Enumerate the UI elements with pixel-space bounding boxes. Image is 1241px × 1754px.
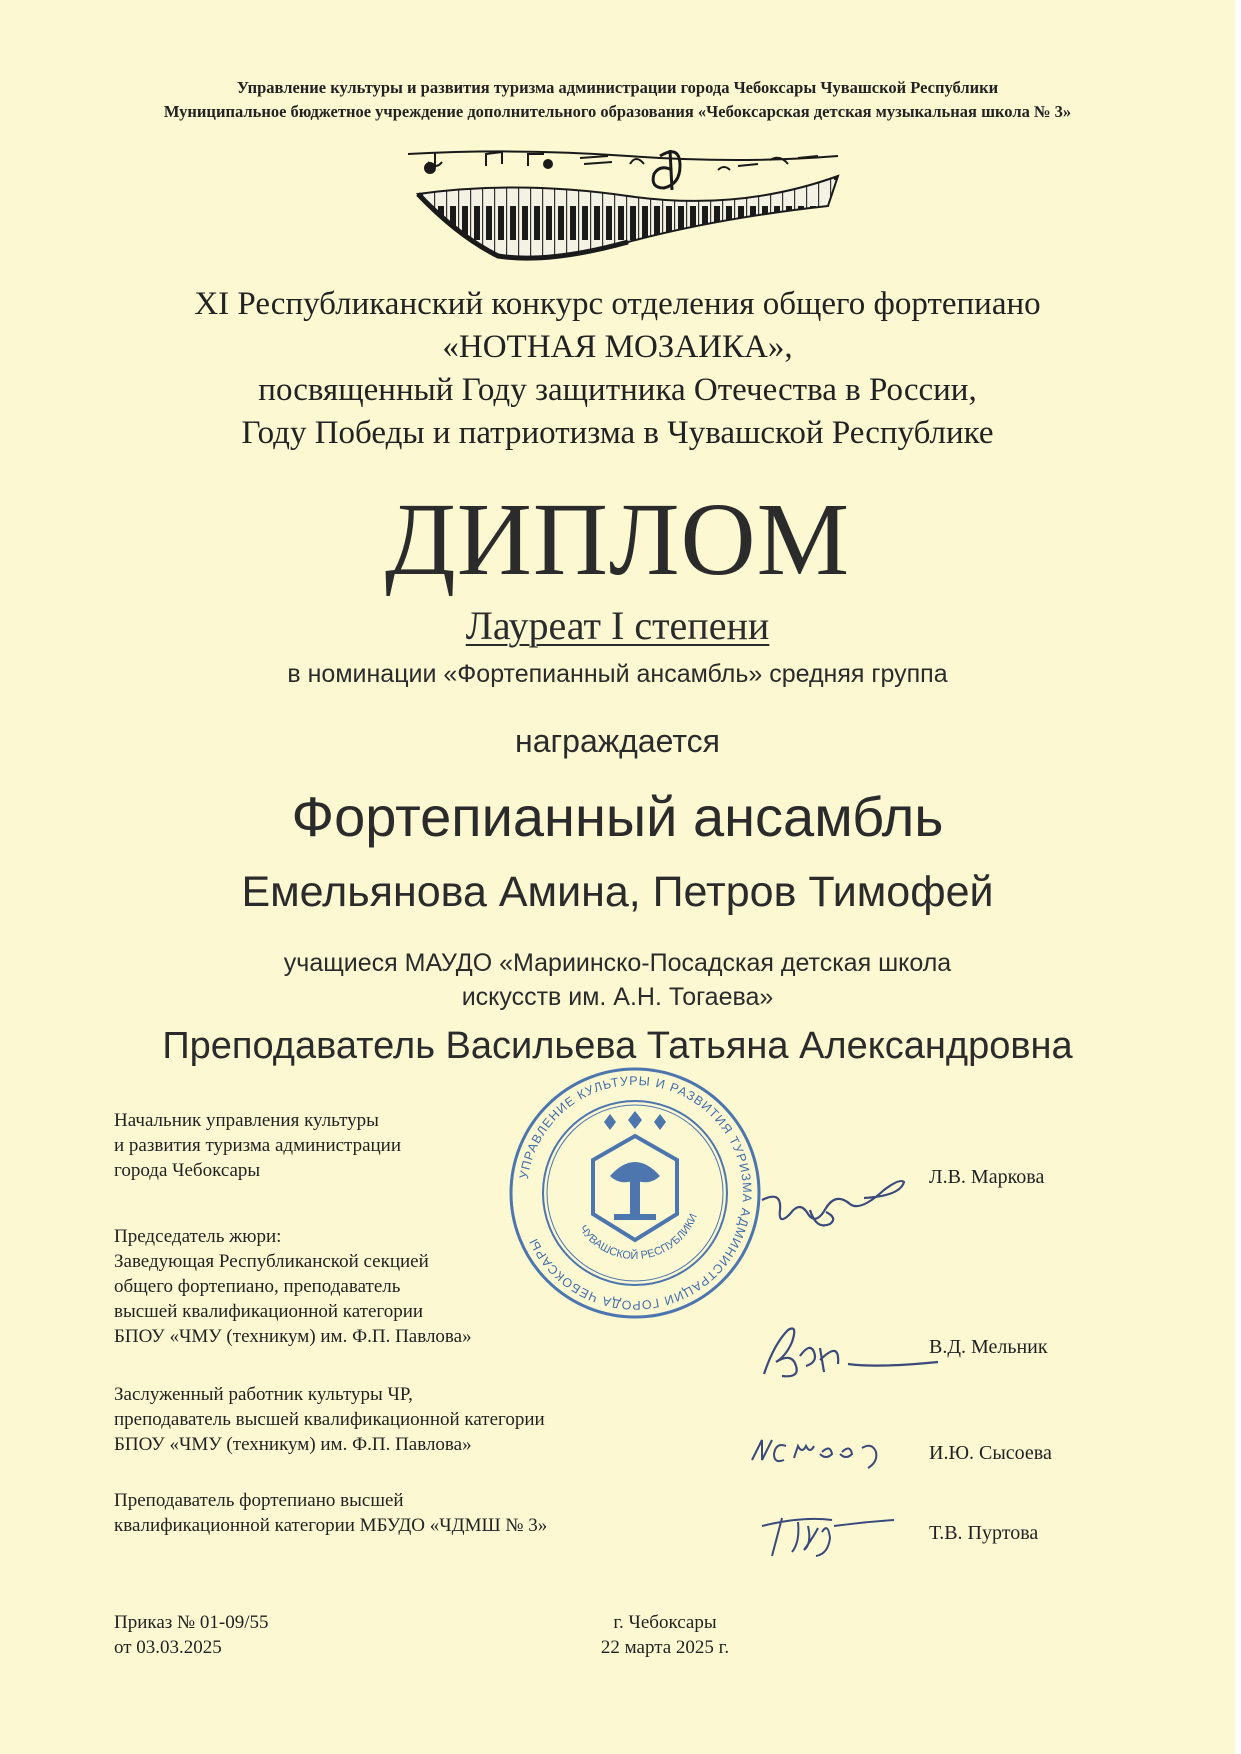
stamp-outer-text: УПРАВЛЕНИЕ КУЛЬТУРЫ И РАЗВИТИЯ ТУРИЗМА АДМИНИСТРАЦИИ ГОРОДА ЧЕБОКСАРЫ — [516, 1073, 755, 1313]
signatory-3-name: И.Ю. Сысоева — [929, 1442, 1052, 1464]
recipient: Фортепианный ансамбль — [291, 785, 944, 848]
signatory-3-line-2: преподаватель высшей квалификационной категории — [114, 1409, 545, 1430]
teacher: Преподаватель Васильева Татьяна Александровна — [162, 1025, 1073, 1067]
signatory-3-title — [114, 1382, 545, 1457]
awarded-label: награждается — [515, 723, 720, 759]
order-number — [114, 1610, 269, 1660]
signature-sysoeva — [746, 1424, 906, 1474]
emblem-icon — [593, 1111, 677, 1240]
signature-melnik — [756, 1318, 946, 1388]
laureate-degree — [0, 602, 1235, 650]
competition-title — [0, 283, 1235, 455]
students-line-2: искусств им. А.Н. Тогаева» — [461, 983, 774, 1011]
header-line-2: Муниципальное бюджетное учреждение дополнительного образования «Чебоксарская детская музыкальная школа № 3» — [163, 102, 1072, 121]
signatory-2-line-3: общего фортепиано, преподаватель — [114, 1276, 401, 1297]
competition-line-1: XI Республиканский конкурс отделения общего фортепиано — [194, 286, 1041, 322]
signatory-4-title — [114, 1488, 547, 1538]
signatory-4-line-1: Преподаватель фортепиано высшей — [114, 1490, 404, 1511]
signatory-2-title — [114, 1224, 472, 1349]
official-stamp — [506, 1064, 764, 1322]
signatory-1-line-1: Начальник управления культуры — [114, 1110, 379, 1131]
signatory-1-line-2: и развития туризма администрации — [114, 1135, 402, 1156]
city: г. Чебоксары — [613, 1612, 717, 1633]
signatory-2-line-2: Заведующая Республиканской секцией — [114, 1251, 429, 1272]
signatory-3-line-3: БПОУ «ЧМУ (техникум) им. Ф.П. Павлова» — [114, 1434, 472, 1455]
competition-line-4: Году Победы и патриотизма в Чувашской Республике — [241, 415, 994, 451]
piano-notes-logo — [398, 146, 844, 270]
signatory-2-line-5: БПОУ «ЧМУ (техникум) им. Ф.П. Павлова» — [114, 1326, 472, 1347]
competition-line-3: посвященный Году защитника Отечества в России, — [258, 372, 977, 408]
laureate-text: Лауреат I степени — [465, 603, 770, 648]
nomination: в номинации «Фортепианный ансамбль» средняя группа — [287, 660, 948, 688]
diploma-title: ДИПЛОМ — [384, 482, 851, 597]
date: 22 марта 2025 г. — [600, 1637, 730, 1658]
signatory-2-name: В.Д. Мельник — [929, 1336, 1048, 1358]
signatory-1-title — [114, 1108, 401, 1183]
signatory-3-line-1: Заслуженный работник культуры ЧР, — [114, 1384, 413, 1405]
order-line-1: Приказ № 01-09/55 — [114, 1612, 269, 1633]
signatory-4-name: Т.В. Пуртова — [929, 1522, 1039, 1544]
signatory-1-name: Л.В. Маркова — [929, 1166, 1045, 1188]
signature-markova — [752, 1170, 912, 1250]
signatory-2-line-4: высшей квалификационной категории — [114, 1301, 424, 1322]
header-line-1: Управление культуры и развития туризма администрации города Чебоксары Чувашской Республики — [236, 78, 999, 97]
place-date — [560, 1610, 770, 1660]
signatory-2-line-1: Председатель жюри: — [114, 1226, 282, 1247]
signatory-4-line-2: квалификационной категории МБУДО «ЧДМШ № 3» — [114, 1515, 548, 1536]
order-line-2: от 03.03.2025 — [114, 1637, 222, 1658]
students-institution — [0, 946, 1235, 1014]
signature-purtova — [752, 1496, 902, 1566]
students-line-1: учащиеся МАУДО «Мариинско-Посадская детская школа — [283, 949, 952, 977]
notes-icon — [408, 150, 838, 190]
recipient-names: Емельянова Амина, Петров Тимофей — [241, 868, 994, 916]
competition-line-2: «НОТНАЯ МОЗАИКА», — [442, 329, 793, 365]
signatory-1-line-3: города Чебоксары — [114, 1160, 261, 1181]
stamp-inner-text: ЧУВАШСКОЙ РЕСПУБЛИКИ — [576, 1212, 700, 1263]
